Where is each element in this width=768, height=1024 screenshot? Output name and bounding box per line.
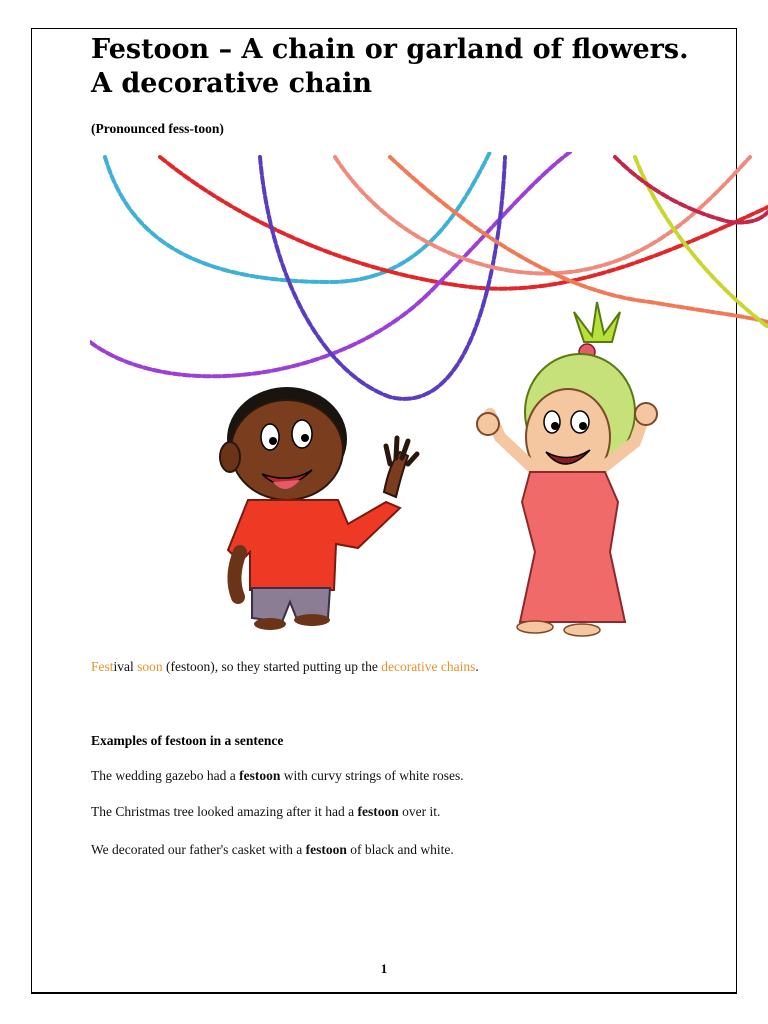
example-1-keyword: festoon	[239, 768, 281, 783]
mnemonic-sentence	[91, 659, 479, 675]
festoon-illustration	[90, 152, 768, 642]
mnemonic-soon: soon	[137, 659, 163, 674]
example-sentence-1	[91, 768, 464, 784]
page-title: Festoon – A chain or garland of flowers. A decorative chain	[91, 34, 689, 99]
example-1-after: with curvy strings of white roses.	[280, 768, 464, 783]
page-number: 1	[380, 961, 388, 976]
example-3-keyword: festoon	[305, 842, 347, 857]
boy-figure	[220, 387, 417, 630]
examples-heading: Examples of festoon in a sentence	[91, 733, 284, 748]
example-sentence-2	[91, 804, 440, 820]
mnemonic-fest: Fest	[91, 659, 114, 674]
pronunciation: (Pronounced fess-toon)	[91, 121, 224, 136]
mnemonic-period: .	[475, 659, 479, 674]
example-3-after: of black and white.	[346, 842, 454, 857]
example-2-before: The Christmas tree looked amazing after it had a	[91, 804, 358, 819]
mnemonic-decorative-chains: decorative chains	[381, 659, 476, 674]
chain-purple	[90, 152, 570, 376]
mnemonic-middle: (festoon), so they started putting up the	[162, 659, 382, 674]
example-1-before: The wedding gazebo had a	[91, 768, 240, 783]
chain-blue	[105, 152, 490, 282]
example-2-after: over it.	[398, 804, 441, 819]
chain-orange	[390, 157, 768, 322]
mnemonic-ival: ival	[113, 659, 138, 674]
example-3-before: We decorated our father's casket with a	[91, 842, 306, 857]
chain-red	[160, 157, 768, 289]
example-2-keyword: festoon	[357, 804, 399, 819]
girl-figure	[477, 302, 657, 636]
example-sentence-3	[91, 842, 454, 858]
